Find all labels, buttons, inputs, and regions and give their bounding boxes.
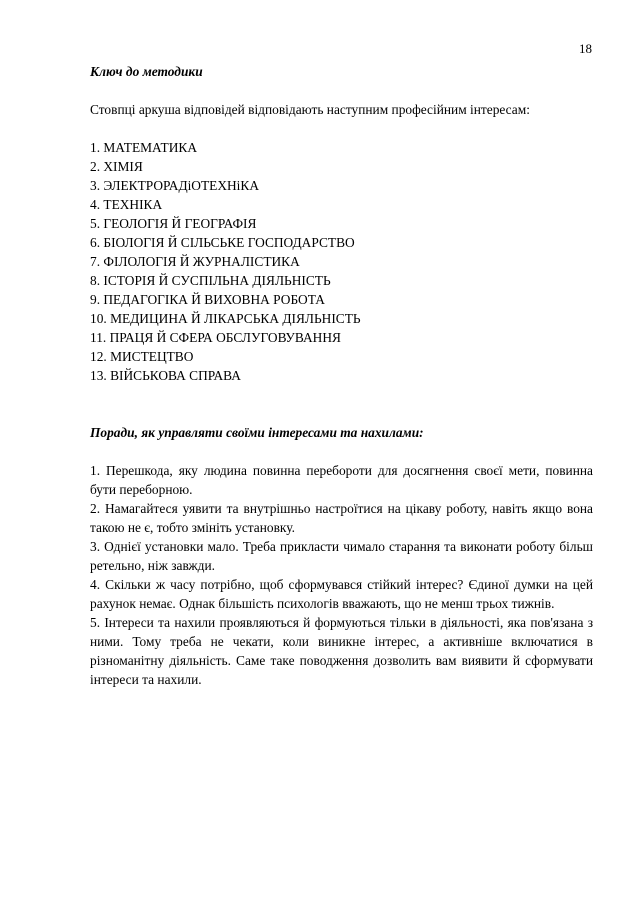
list-item: 7. ФІЛОЛОГІЯ Й ЖУРНАЛІСТИКА (90, 254, 300, 269)
tips-list (90, 461, 593, 689)
list-item: 2. ХІМІЯ (90, 159, 143, 174)
key-section-title: Ключ до методики (90, 64, 203, 79)
key-section-intro: Стовпці аркуша відповідей відповідають наступним професійним інтересам: (90, 102, 530, 117)
tips-section-title: Поради, як управляти своїми інтересами та нахилами: (90, 425, 424, 440)
list-item: 9. ПЕДАГОГІКА Й ВИХОВНА РОБОТА (90, 292, 325, 307)
tip-item: 2. Намагайтеся уявити та внутрішньо настроїтися на цікаву роботу, навіть якщо вона такою не є, тобто змініть установку. (90, 501, 593, 535)
list-item: 11. ПРАЦЯ Й СФЕРА ОБСЛУГОВУВАННЯ (90, 330, 341, 345)
list-item: 5. ГЕОЛОГІЯ Й ГЕОГРАФІЯ (90, 216, 257, 231)
list-item: 10. МЕДИЦИНА Й ЛІКАРСЬКА ДІЯЛЬНІСТЬ (90, 311, 361, 326)
tip-item: 5. Інтереси та нахили проявляються й формуються тільки в діяльності, яка пов'язана з ними. Тому треба не чекати, коли виникне інтерес, а активніше включатися в різноманітну діяльність. Саме таке поводження дозволить вам виявити й сформувати інтереси та нахили. (90, 615, 593, 687)
tip-item: 4. Скільки ж часу потрібно, щоб сформувався стійкий інтерес? Єдиної думки на цей рахунок немає. Однак більшість психологів вважають, що не менш трьох тижнів. (90, 577, 593, 611)
list-item: 1. МАТЕМАТИКА (90, 140, 197, 155)
page-number: 18 (579, 41, 592, 56)
tip-item: 1. Перешкода, яку людина повинна перебороти для досягнення своєї мети, повинна бути переборною. (90, 463, 593, 497)
list-item: 4. ТЕХНІКА (90, 197, 163, 212)
list-item: 3. ЭЛЕКТРОРАДіОТЕХНіКА (90, 178, 259, 193)
list-item: 6. БІОЛОГІЯ Й СІЛЬСЬКЕ ГОСПОДАРСТВО (90, 235, 355, 250)
list-item: 13. ВІЙСЬКОВА СПРАВА (90, 368, 241, 383)
tip-item: 3. Однієї установки мало. Треба прикласти чимало старання та виконати роботу більш ретельно, ніж завжди. (90, 539, 593, 573)
list-item: 12. МИСТЕЦТВО (90, 349, 194, 364)
list-item: 8. ІСТОРІЯ Й СУСПІЛЬНА ДІЯЛЬНІСТЬ (90, 273, 331, 288)
interest-list (90, 138, 593, 385)
document-body (90, 62, 593, 689)
